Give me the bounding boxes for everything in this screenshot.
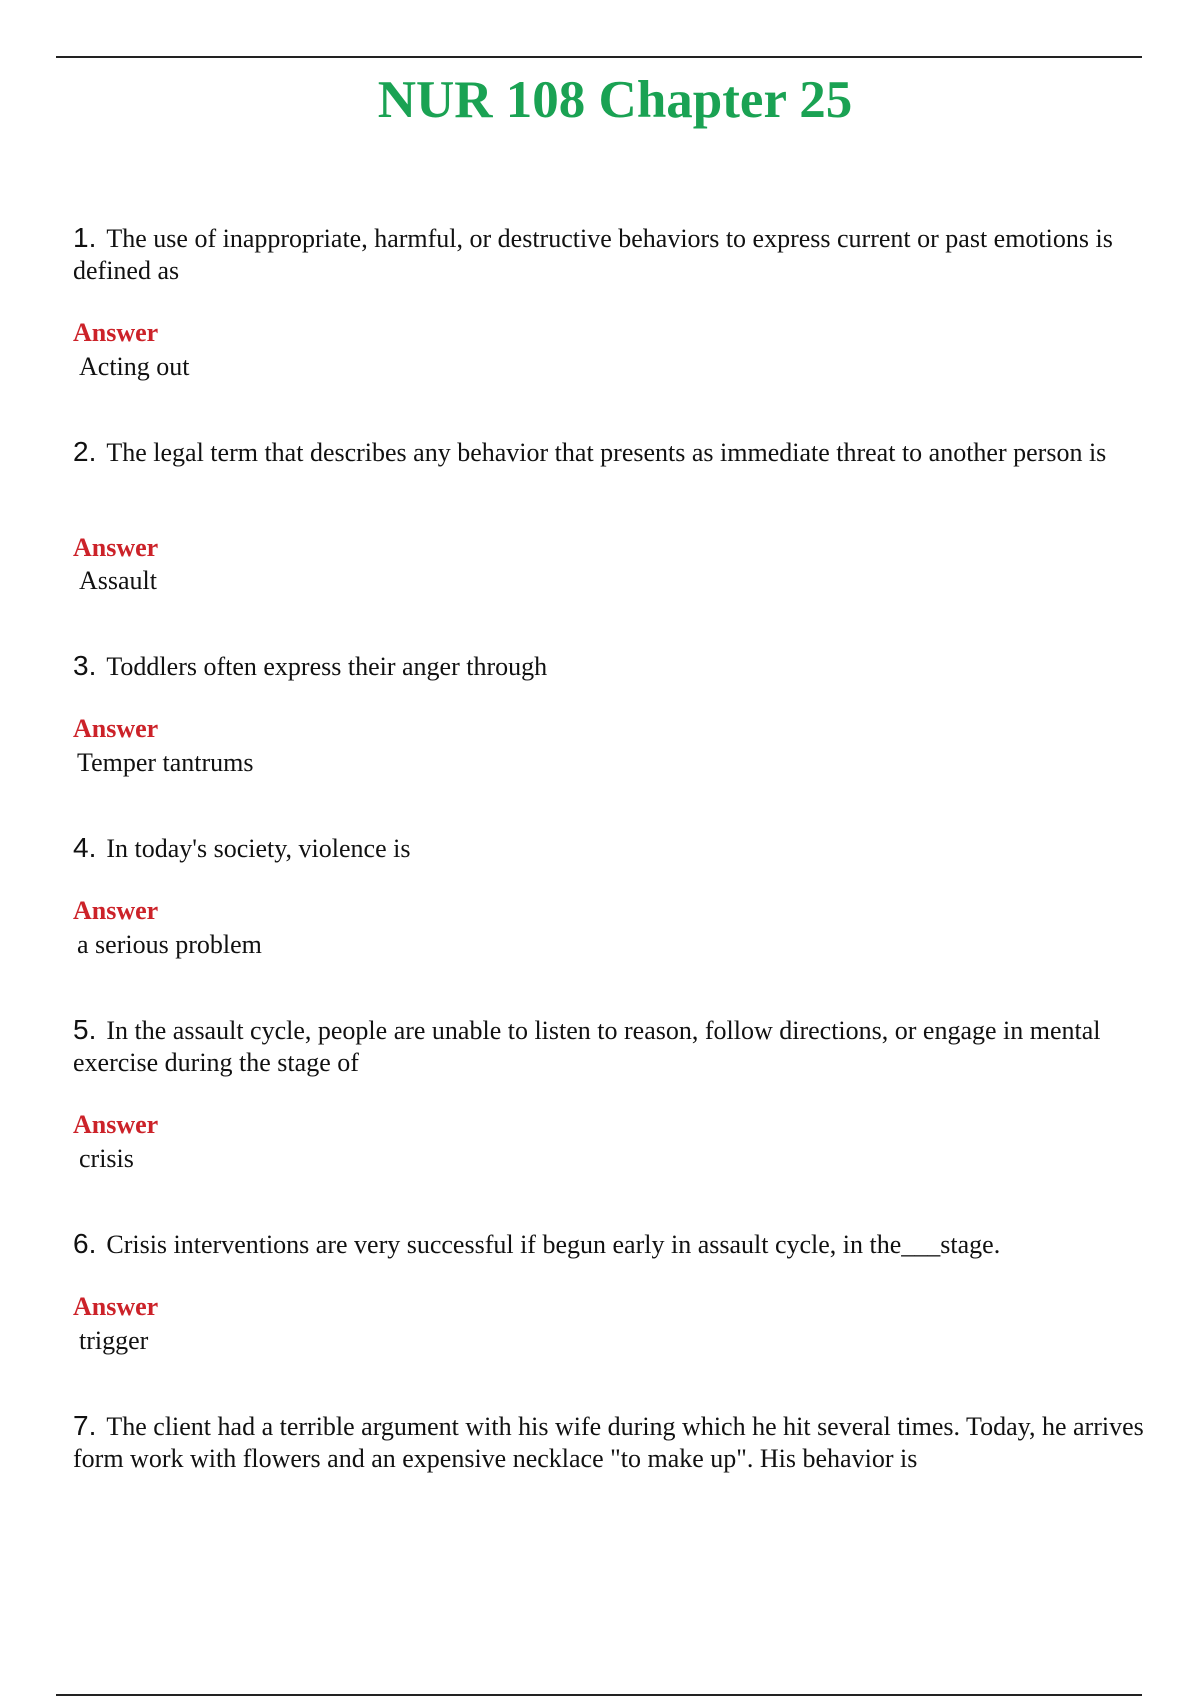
question-text: In today's society, violence is <box>106 834 411 863</box>
document-title: NUR 108 Chapter 25 <box>377 71 853 129</box>
answer-text: a serious problem <box>77 930 262 959</box>
question-7 <box>73 1410 1153 1475</box>
answer-text: trigger <box>79 1326 149 1355</box>
question-text: Crisis interventions are very successful if begun early in assault cycle, in the___stage. <box>106 1230 1001 1259</box>
question-2 <box>73 436 1153 469</box>
question-5 <box>73 1014 1153 1079</box>
answer-text: Temper tantrums <box>77 748 254 777</box>
question-text: In the assault cycle, people are unable to listen to reason, follow directions, or engage in mental exercise during the stage of <box>73 1016 1101 1077</box>
answer-label: Answer <box>73 1292 159 1321</box>
answer-label: Answer <box>73 1110 159 1139</box>
question-number: 6. <box>73 1228 97 1259</box>
answer-label: Answer <box>73 896 159 925</box>
question-text: Toddlers often express their anger through <box>106 652 548 681</box>
question-number: 2. <box>73 436 97 467</box>
question-text: The use of inappropriate, harmful, or destructive behaviors to express current or past emotions is defined as <box>73 224 1113 285</box>
question-text: The legal term that describes any behavior that presents as immediate threat to another person is <box>106 438 1107 467</box>
bottom-rule <box>56 1694 1142 1696</box>
question-number: 7. <box>73 1410 97 1441</box>
question-number: 1. <box>73 222 97 253</box>
question-4 <box>73 832 1153 865</box>
answer-label: Answer <box>73 533 159 562</box>
question-number: 3. <box>73 650 97 681</box>
answer-text: crisis <box>79 1144 134 1173</box>
question-text: The client had a terrible argument with his wife during which he hit several times. Today, he arrives form work with flowers and an expensive necklace "to make up". His behavior is <box>73 1412 1144 1473</box>
question-6 <box>73 1228 1153 1261</box>
question-1 <box>73 222 1153 287</box>
question-3 <box>73 650 1153 683</box>
answer-label: Answer <box>73 318 159 347</box>
answer-text: Assault <box>79 566 157 595</box>
answer-label: Answer <box>73 714 159 743</box>
question-number: 4. <box>73 832 97 863</box>
question-number: 5. <box>73 1014 97 1045</box>
answer-text: Acting out <box>79 352 190 381</box>
